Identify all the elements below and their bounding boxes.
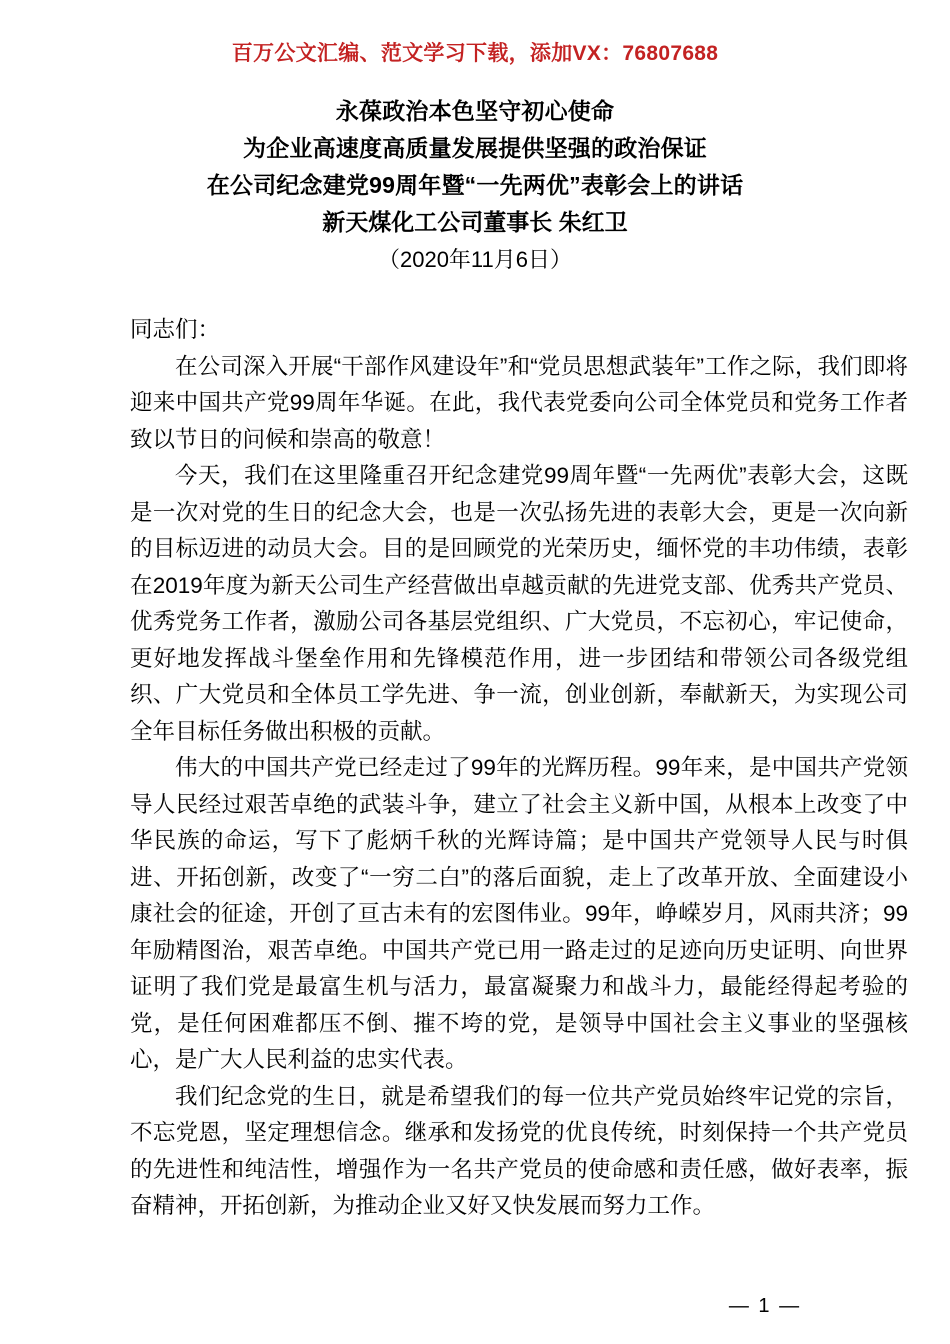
document-body bbox=[42, 312, 908, 1225]
document-title-line-3: 在公司纪念建党99周年暨“一先两优”表彰会上的讲话 bbox=[206, 172, 744, 199]
document-byline: 新天煤化工公司董事长 朱红卫 bbox=[322, 209, 628, 236]
body-paragraph: 我们纪念党的生日，就是希望我们的每一位共产党员始终牢记党的宗旨，不忘党恩，坚定理想信念。继承和发扬党的优良传统，时刻保持一个共产党员的先进性和纯洁性，增强作为一名共产党员的使命感和责任感，做好表率，振奋精神，开拓创新，为推动企业又好又快发展而努力工作。 bbox=[130, 1083, 908, 1219]
document-title-line-2: 为企业高速度高质量发展提供坚强的政治保证 bbox=[243, 135, 707, 162]
promo-banner: 百万公文汇编、范文学习下载，添加VX：76807688 bbox=[231, 42, 719, 65]
page-footer bbox=[0, 1295, 950, 1318]
document-dateline: （2020年11月6日） bbox=[377, 247, 572, 273]
page-number: — 1 — bbox=[728, 1295, 802, 1317]
body-paragraph: 伟大的中国共产党已经走过了99年的光辉历程。99年来，是中国共产党领导人民经过艰苦卓绝的武装斗争，建立了社会主义新中国，从根本上改变了中华民族的命运，写下了彪炳千秋的光辉诗篇；是中国共产党领导人民与时俱进、开拓创新，改变了“一穷二白”的落后面貌，走上了改革开放、全面建设小康社会的征途，开创了亘古未有的宏图伟业。99年，峥嵘岁月，风雨共济；99年励精图治，艰苦卓绝。中国共产党已用一路走过的足迹向历史证明、向世界证明了我们党是最富生机与活力，最富凝聚力和战斗力，最能经得起考验的党，是任何困难都压不倒、摧不垮的党，是领导中国社会主义事业的坚强核心，是广大人民利益的忠实代表。 bbox=[130, 755, 908, 1073]
body-paragraph: 在公司深入开展“干部作风建设年”和“党员思想武装年”工作之际，我们即将迎来中国共产党99周年华诞。在此，我代表党委向公司全体党员和党务工作者致以节日的问候和崇高的敬意！ bbox=[130, 353, 908, 452]
body-paragraph: 今天，我们在这里隆重召开纪念建党99周年暨“一先两优”表彰大会，这既是一次对党的生日的纪念大会，也是一次弘扬先进的表彰大会，更是一次向新的目标迈进的动员大会。目的是回顾党的光荣历史，缅怀党的丰功伟绩，表彰在2019年度为新天公司生产经营做出卓越贡献的先进党支部、优秀共产党员、优秀党务工作者，激励公司各基层党组织、广大党员，不忘初心，牢记使命，更好地发挥战斗堡垒作用和先锋模范作用，进一步团结和带领公司各级党组织、广大党员和全体员工学先进、争一流，创业创新，奉献新天，为实现公司全年目标任务做出积极的贡献。 bbox=[130, 463, 908, 744]
document-title-line-1: 永葆政治本色坚守初心使命 bbox=[335, 98, 615, 125]
salutation: 同志们： bbox=[130, 317, 221, 343]
title-block bbox=[0, 93, 950, 278]
